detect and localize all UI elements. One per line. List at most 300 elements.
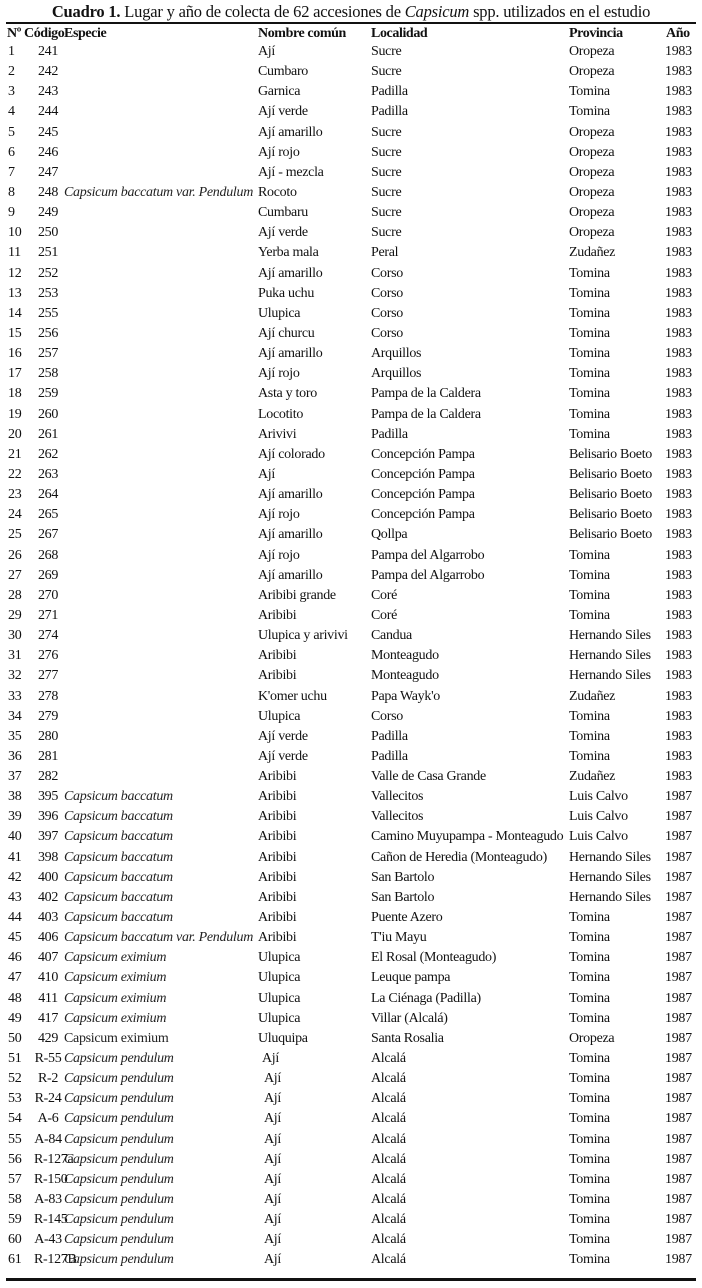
cell-no: 49 [8,1010,22,1026]
table-row [0,647,702,667]
cell-especie: Capsicum eximium [64,970,167,986]
cell-provincia: Tomina [569,1111,610,1127]
cell-ano: 1987 [665,829,692,845]
cell-codigo: 411 [38,990,58,1006]
cell-codigo: 282 [37,769,59,785]
cell-codigo: 245 [37,124,59,140]
cell-provincia: Tomina [569,708,610,724]
cell-provincia: Oropeza [569,225,615,241]
cell-codigo: 276 [37,648,59,664]
cell-no: 53 [8,1091,22,1107]
cell-codigo: 397 [37,829,59,845]
cell-provincia: Hernando Siles [569,628,651,644]
cell-no: 4 [8,104,15,120]
cell-provincia: Tomina [569,265,610,281]
cell-especie: Capsicum baccatum [64,809,173,825]
cell-nombre-comun: Ají [264,1252,281,1268]
cell-codigo: 260 [37,406,59,422]
cell-codigo: 267 [37,527,59,543]
table-row [0,144,702,164]
cell-localidad: Alcalá [371,1111,406,1127]
cell-nombre-comun: Ají [258,466,275,482]
cell-no: 36 [8,748,22,764]
cell-ano: 1987 [665,1252,692,1268]
cell-provincia: Belisario Boeto [569,487,652,503]
cell-ano: 1983 [665,325,692,341]
cell-codigo: 243 [37,84,59,100]
cell-especie: Capsicum pendulum [64,1171,174,1187]
cell-localidad: Candua [371,628,412,644]
cell-nombre-comun: Ají amarillo [258,487,323,503]
cell-nombre-comun: Ají churcu [258,325,315,341]
cell-ano: 1987 [665,990,692,1006]
cell-nombre-comun: Aribibi [258,910,297,926]
cell-provincia: Tomina [569,1010,610,1026]
cell-localidad: Coré [371,607,398,623]
table-row [0,1090,702,1110]
cell-localidad: El Rosal (Monteagudo) [371,950,497,966]
cell-no: 57 [8,1171,22,1187]
cell-provincia: Oropeza [569,144,615,160]
cell-no: 31 [8,648,22,664]
cell-no: 45 [8,930,22,946]
table-row [0,587,702,607]
cell-especie: Capsicum eximium [64,950,167,966]
cell-nombre-comun: Arivivi [258,426,297,442]
table-caption [0,2,702,22]
table-row [0,788,702,808]
table-row [0,1010,702,1030]
cell-nombre-comun: Ají [264,1212,281,1228]
cell-no: 19 [8,406,22,422]
table-row [0,345,702,365]
cell-no: 42 [8,869,22,885]
cell-no: 28 [8,587,22,603]
cell-localidad: Villar (Alcalá) [371,1010,448,1026]
table-row [0,365,702,385]
table-row [0,949,702,969]
table-row [0,708,702,728]
cell-no: 24 [8,507,22,523]
cell-no: 51 [8,1051,22,1067]
cell-no: 7 [8,164,15,180]
table-row [0,667,702,687]
cell-localidad: Arquillos [371,366,422,382]
cell-localidad: Alcalá [371,1252,406,1268]
cell-nombre-comun: Ají - mezcla [258,164,324,180]
cell-ano: 1987 [665,1111,692,1127]
cell-localidad: Peral [371,245,399,261]
cell-provincia: Tomina [569,910,610,926]
cell-no: 54 [8,1111,22,1127]
cell-ano: 1983 [665,446,692,462]
cell-localidad: Padilla [371,748,408,764]
cell-ano: 1987 [665,910,692,926]
cell-ano: 1983 [665,728,692,744]
cell-ano: 1983 [665,688,692,704]
cell-codigo: 263 [37,466,59,482]
cell-nombre-comun: Ají [264,1091,281,1107]
cell-codigo: R-127a [34,1151,74,1167]
cell-nombre-comun: Rocoto [258,184,297,200]
table-row [0,1070,702,1090]
cell-codigo: 244 [37,104,59,120]
cell-ano: 1983 [665,406,692,422]
header-localidad: Localidad [371,26,428,41]
cell-codigo: 274 [37,628,59,644]
bottom-rule [6,1278,696,1281]
cell-localidad: Pampa de la Caldera [371,386,481,402]
cell-nombre-comun: Ají colorado [258,446,325,462]
cell-codigo: 247 [37,164,59,180]
cell-codigo: 264 [37,487,59,503]
cell-ano: 1983 [665,466,692,482]
cell-nombre-comun: Ají amarillo [258,567,323,583]
cell-nombre-comun: Aribibi [258,668,297,684]
table-row [0,728,702,748]
cell-provincia: Luis Calvo [569,809,628,825]
cell-nombre-comun: Ají [262,1051,279,1067]
cell-nombre-comun: Ají verde [258,104,308,120]
cell-provincia: Tomina [569,567,610,583]
cell-no: 3 [8,84,15,100]
cell-no: 55 [8,1131,22,1147]
cell-ano: 1987 [665,1010,692,1026]
cell-provincia: Oropeza [569,124,615,140]
cell-provincia: Tomina [569,990,610,1006]
cell-codigo: 407 [37,950,59,966]
table-row [0,103,702,123]
cell-ano: 1983 [665,366,692,382]
header-codigo: Código [24,26,65,41]
cell-provincia: Tomina [569,305,610,321]
cell-codigo: 255 [37,305,59,321]
table-row [0,929,702,949]
cell-localidad: Alcalá [371,1192,406,1208]
cell-codigo: 417 [37,1010,59,1026]
cell-provincia: Hernando Siles [569,648,651,664]
cell-ano: 1987 [665,1171,692,1187]
cell-codigo: 268 [37,547,59,563]
cell-ano: 1983 [665,44,692,59]
cell-nombre-comun: Aribibi [258,930,297,946]
cell-codigo: 246 [37,144,59,160]
cell-localidad: Corso [371,285,403,301]
table-row [0,869,702,889]
cell-no: 39 [8,809,22,825]
cell-localidad: Qollpa [371,527,408,543]
cell-especie: Capsicum eximium [64,1010,167,1026]
cell-nombre-comun: Aribibi [258,869,297,885]
cell-nombre-comun: Puka uchu [258,285,315,301]
cell-ano: 1987 [665,1151,692,1167]
cell-ano: 1987 [665,970,692,986]
cell-localidad: Coré [371,587,398,603]
cell-no: 56 [8,1151,22,1167]
cell-no: 58 [8,1192,22,1208]
cell-ano: 1987 [665,1071,692,1087]
cell-provincia: Tomina [569,748,610,764]
cell-ano: 1983 [665,84,692,100]
cell-nombre-comun: Ají rojo [258,144,300,160]
cell-ano: 1983 [665,507,692,523]
cell-ano: 1983 [665,769,692,785]
cell-provincia: Tomina [569,1212,610,1228]
cell-localidad: Vallecitos [371,809,424,825]
cell-codigo: 253 [37,285,59,301]
cell-provincia: Tomina [569,1171,610,1187]
cell-provincia: Oropeza [569,1030,615,1046]
cell-provincia: Tomina [569,1192,610,1208]
cell-nombre-comun: Ulupica [258,305,301,321]
cell-nombre-comun: Ulupica [258,950,301,966]
cell-localidad: Alcalá [371,1232,406,1248]
cell-localidad: Camino Muyupampa - Monteagudo [371,829,564,845]
cell-no: 20 [8,426,22,442]
table-row [0,204,702,224]
cell-no: 34 [8,708,22,724]
cell-ano: 1987 [665,1091,692,1107]
cell-ano: 1983 [665,426,692,442]
cell-provincia: Belisario Boeto [569,446,652,462]
cell-ano: 1983 [665,245,692,261]
cell-no: 16 [8,346,22,362]
cell-nombre-comun: Ají rojo [258,507,300,523]
table-row [0,124,702,144]
cell-provincia: Tomina [569,547,610,563]
cell-nombre-comun: Ají amarillo [258,346,323,362]
caption-genus: Capsicum [404,2,470,21]
cell-provincia: Luis Calvo [569,789,628,805]
table-header [0,24,702,44]
cell-codigo: 257 [37,346,59,362]
cell-provincia: Oropeza [569,205,615,221]
cell-especie: Capsicum baccatum [64,889,173,905]
cell-localidad: T'iu Mayu [371,930,427,946]
cell-ano: 1983 [665,104,692,120]
cell-no: 60 [8,1232,22,1248]
cell-codigo: R-150 [34,1171,68,1187]
cell-nombre-comun: Cumbaro [258,64,309,80]
cell-no: 44 [8,910,22,926]
cell-nombre-comun: Ají verde [258,225,308,241]
cell-no: 26 [8,547,22,563]
cell-no: 23 [8,487,22,503]
table-row [0,1050,702,1070]
cell-codigo: R-127B [34,1252,77,1268]
cell-nombre-comun: Aribibi [258,889,297,905]
cell-provincia: Hernando Siles [569,849,651,865]
cell-codigo: 402 [37,889,59,905]
cell-provincia: Luis Calvo [569,829,628,845]
cell-codigo: 269 [37,567,59,583]
cell-codigo: R-24 [34,1091,62,1107]
cell-especie: Capsicum pendulum [64,1131,174,1147]
cell-codigo: 248 [37,184,59,200]
cell-ano: 1987 [665,950,692,966]
cell-localidad: Leuque pampa [371,970,451,986]
cell-nombre-comun: Aribibi grande [258,587,336,603]
cell-ano: 1983 [665,547,692,563]
cell-especie: Capsicum eximium [64,990,167,1006]
table-row [0,285,702,305]
cell-ano: 1987 [665,1192,692,1208]
cell-localidad: Pampa del Algarrobo [371,567,485,583]
cell-localidad: Padilla [371,84,408,100]
cell-ano: 1983 [665,607,692,623]
cell-no: 6 [8,144,15,160]
cell-ano: 1987 [665,1212,692,1228]
cell-nombre-comun: Ají [264,1111,281,1127]
cell-ano: 1983 [665,386,692,402]
table-row [0,1231,702,1251]
table-row [0,83,702,103]
cell-nombre-comun: Ají verde [258,728,308,744]
cell-codigo: 242 [37,64,59,80]
cell-ano: 1983 [665,487,692,503]
header-especie: Especie [64,26,107,41]
cell-no: 18 [8,386,22,402]
table-row [0,567,702,587]
cell-localidad: Sucre [371,184,402,200]
cell-provincia: Tomina [569,104,610,120]
table-row [0,446,702,466]
cell-localidad: San Bartolo [371,889,435,905]
table-row [0,768,702,788]
cell-provincia: Tomina [569,587,610,603]
cell-codigo: 429 [37,1030,59,1046]
table-row [0,466,702,486]
table-row [0,325,702,345]
cell-localidad: Puente Azero [371,910,443,926]
cell-nombre-comun: Ají [264,1192,281,1208]
table-row [0,305,702,325]
cell-codigo: 278 [37,688,59,704]
table-row [0,506,702,526]
cell-provincia: Tomina [569,1071,610,1087]
table-row [0,1131,702,1151]
table-row [0,1030,702,1050]
cell-codigo: 262 [37,446,59,462]
cell-codigo: 265 [37,507,59,523]
cell-nombre-comun: Ulupica [258,1010,301,1026]
cell-provincia: Zudañez [569,769,616,785]
cell-localidad: San Bartolo [371,869,435,885]
cell-provincia: Zudañez [569,688,616,704]
cell-especie: Capsicum baccatum var. Pendulum [64,184,254,200]
table-row [0,43,702,63]
cell-localidad: Pampa de la Caldera [371,406,481,422]
table-row [0,1110,702,1130]
cell-provincia: Tomina [569,386,610,402]
cell-ano: 1983 [665,668,692,684]
cell-no: 27 [8,567,22,583]
cell-no: 29 [8,607,22,623]
cell-codigo: 251 [37,245,59,261]
cell-no: 38 [8,789,22,805]
table-row [0,1251,702,1271]
cell-localidad: Alcalá [371,1051,406,1067]
cell-no: 17 [8,366,22,382]
cell-localidad: Monteagudo [371,648,439,664]
cell-provincia: Tomina [569,346,610,362]
cell-ano: 1987 [665,789,692,805]
cell-codigo: 400 [37,869,59,885]
cell-no: 59 [8,1212,22,1228]
cell-provincia: Tomina [569,426,610,442]
cell-ano: 1983 [665,628,692,644]
cell-ano: 1983 [665,124,692,140]
cell-localidad: Sucre [371,64,402,80]
cell-provincia: Belisario Boeto [569,466,652,482]
cell-no: 41 [8,849,22,865]
cell-codigo: A-6 [37,1111,59,1127]
cell-provincia: Tomina [569,930,610,946]
header-nombre-comun: Nombre común [258,26,346,41]
cell-codigo: 403 [37,910,59,926]
cell-codigo: 250 [37,225,59,241]
cell-localidad: Concepción Pampa [371,466,475,482]
cell-localidad: Pampa del Algarrobo [371,547,485,563]
cell-localidad: Padilla [371,104,408,120]
cell-no: 14 [8,305,22,321]
cell-provincia: Tomina [569,1151,610,1167]
caption-text-after: spp. utilizados en el estudio [469,2,651,21]
cell-especie: Capsicum pendulum [64,1192,174,1208]
table-row [0,265,702,285]
cell-provincia: Tomina [569,1051,610,1067]
table-row [0,1191,702,1211]
cell-ano: 1987 [665,930,692,946]
cell-provincia: Tomina [569,1252,610,1268]
cell-provincia: Oropeza [569,44,615,59]
cell-no: 35 [8,728,22,744]
table-row [0,224,702,244]
cell-provincia: Tomina [569,84,610,100]
cell-especie: Capsicum baccatum [64,829,173,845]
cell-ano: 1983 [665,305,692,321]
cell-codigo: R-55 [34,1051,62,1067]
cell-nombre-comun: Aribibi [258,769,297,785]
cell-provincia: Belisario Boeto [569,527,652,543]
cell-nombre-comun: Cumbaru [258,205,309,221]
table-row [0,828,702,848]
cell-nombre-comun: Uluquipa [258,1030,308,1046]
cell-provincia: Hernando Siles [569,869,651,885]
cell-codigo: A-84 [34,1131,62,1147]
cell-nombre-comun: Ají amarillo [258,265,323,281]
cell-ano: 1983 [665,164,692,180]
table-row [0,486,702,506]
cell-ano: 1983 [665,708,692,724]
header-provincia: Provincia [569,26,623,41]
cell-localidad: Corso [371,305,403,321]
cell-codigo: 395 [37,789,59,805]
cell-provincia: Oropeza [569,64,615,80]
cell-no: 40 [8,829,22,845]
cell-localidad: Santa Rosalia [371,1030,444,1046]
cell-provincia: Tomina [569,366,610,382]
cell-codigo: 410 [37,970,59,986]
table-row [0,909,702,929]
table-row [0,526,702,546]
cell-provincia: Tomina [569,607,610,623]
cell-codigo: 277 [37,668,59,684]
cell-codigo: 398 [37,849,59,865]
cell-localidad: Cañon de Heredia (Monteagudo) [371,849,547,865]
cell-ano: 1983 [665,205,692,221]
caption-text-before: Lugar y año de colecta de 62 accesiones de [120,2,405,21]
